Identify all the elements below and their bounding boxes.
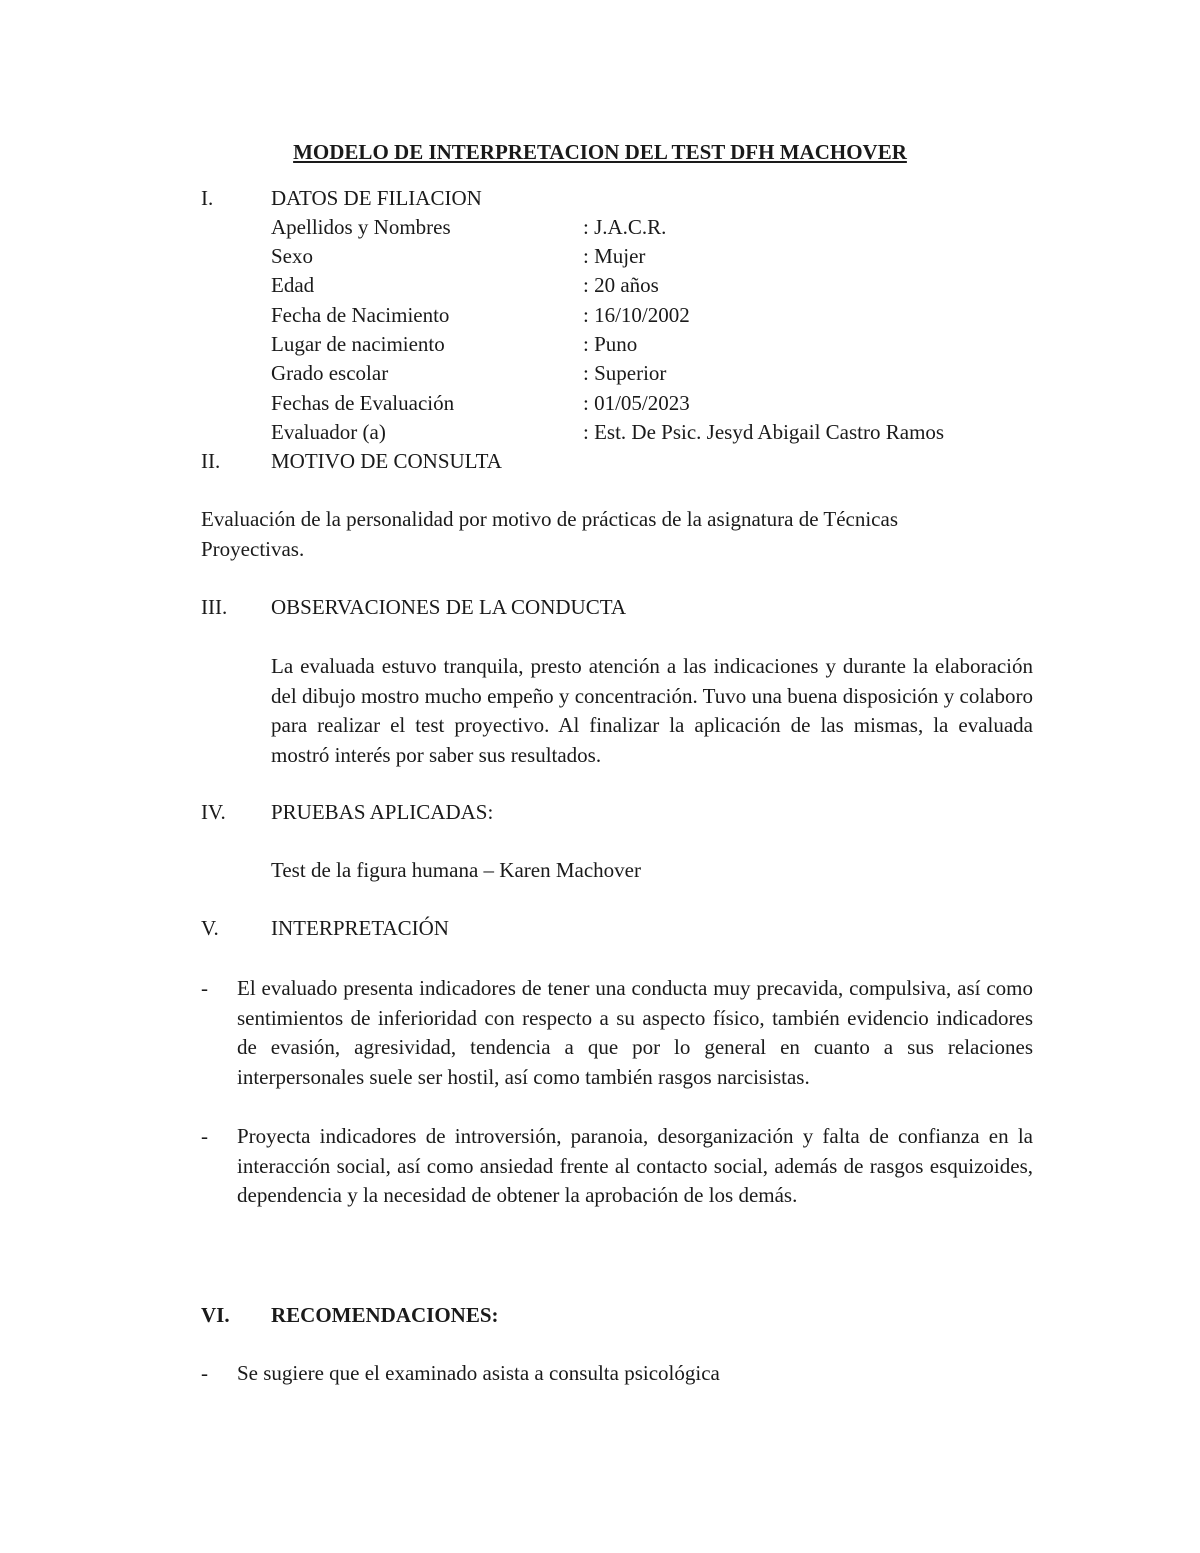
observaciones-paragraph: La evaluada estuvo tranquila, presto atención a las indicaciones y durante la elaboración del dibujo mostro mucho empeño y concentración. Tuvo una buena disposición y colaboro para realizar el test proyectivo. Al finalizar la aplicación de las mismas, la evaluada mostró interés por saber sus resultados.	[271, 654, 1033, 767]
section-observaciones	[201, 593, 626, 623]
bullet-dash: -	[201, 976, 208, 1000]
section-pruebas-aplicadas	[201, 798, 493, 828]
field-label: Fecha de Nacimiento	[271, 303, 450, 327]
field-value: : J.A.C.R.	[583, 215, 667, 239]
pruebas-text: Test de la figura humana – Karen Machover	[271, 858, 641, 882]
section-number: V.	[201, 916, 219, 940]
field-label: Sexo	[271, 244, 313, 268]
section-number: VI.	[201, 1303, 230, 1327]
section-heading: RECOMENDACIONES:	[271, 1303, 499, 1327]
field-value: : Est. De Psic. Jesyd Abigail Castro Ramos	[583, 420, 945, 444]
motivo-paragraph: Evaluación de la personalidad por motivo de prácticas de la asignatura de Técnicas Proyectivas.	[201, 507, 898, 561]
bullet-dash: -	[201, 1124, 208, 1148]
section-heading: DATOS DE FILIACION	[271, 186, 482, 210]
bullet-text: El evaluado presenta indicadores de tener una conducta muy precavida, compulsiva, así como sentimientos de inferioridad con respecto a su aspecto físico, también evidencio indicadores de evasión, agresividad, tendencia a que por lo general en cuanto a sus relaciones interpersonales suele ser hostil, así como también rasgos narcisistas.	[237, 976, 1033, 1089]
field-label: Lugar de nacimiento	[271, 332, 445, 356]
field-value: : Puno	[583, 332, 638, 356]
field-value: : 16/10/2002	[583, 303, 690, 327]
field-label: Evaluador (a)	[271, 420, 386, 444]
field-row-fecha-nacimiento	[271, 301, 690, 331]
document-title: MODELO DE INTERPRETACION DEL TEST DFH MACHOVER	[293, 140, 907, 164]
bullet-text: Proyecta indicadores de introversión, paranoia, desorganización y falta de confianza en la interacción social, así como ansiedad frente al contacto social, además de rasgos esquizoides, dependencia y la necesidad de obtener la aprobación de los demás.	[237, 1124, 1033, 1207]
field-label: Fechas de Evaluación	[271, 391, 455, 415]
field-value: : 20 años	[583, 273, 659, 297]
field-row-edad	[271, 271, 659, 301]
section-number: IV.	[201, 800, 226, 824]
section-number: II.	[201, 449, 221, 473]
section-heading: INTERPRETACIÓN	[271, 916, 449, 940]
field-row-nombres	[271, 213, 666, 243]
bullet-text: Se sugiere que el examinado asista a consulta psicológica	[237, 1361, 720, 1385]
section-number: III.	[201, 595, 228, 619]
section-recomendaciones	[201, 1301, 499, 1331]
field-row-lugar-nacimiento	[271, 330, 637, 360]
field-label: Apellidos y Nombres	[271, 215, 451, 239]
field-label: Grado escolar	[271, 361, 389, 385]
section-heading: PRUEBAS APLICADAS:	[271, 800, 494, 824]
interpretacion-item	[201, 974, 1033, 1092]
section-number: I.	[201, 186, 214, 210]
field-row-fecha-evaluacion	[271, 389, 690, 419]
field-value: : Mujer	[583, 244, 646, 268]
field-value: : Superior	[583, 361, 667, 385]
field-row-evaluador	[271, 418, 944, 448]
recomendacion-item	[201, 1359, 1033, 1389]
field-row-sexo	[271, 242, 645, 272]
field-label: Edad	[271, 273, 315, 297]
section-motivo-consulta	[201, 447, 502, 477]
section-heading: OBSERVACIONES DE LA CONDUCTA	[271, 595, 627, 619]
field-row-grado-escolar	[271, 359, 666, 389]
interpretacion-item	[201, 1122, 1033, 1211]
bullet-dash: -	[201, 1361, 208, 1385]
field-value: : 01/05/2023	[583, 391, 690, 415]
section-interpretacion	[201, 914, 449, 944]
section-heading: MOTIVO DE CONSULTA	[271, 449, 502, 473]
section-datos-filiacion	[201, 184, 482, 214]
